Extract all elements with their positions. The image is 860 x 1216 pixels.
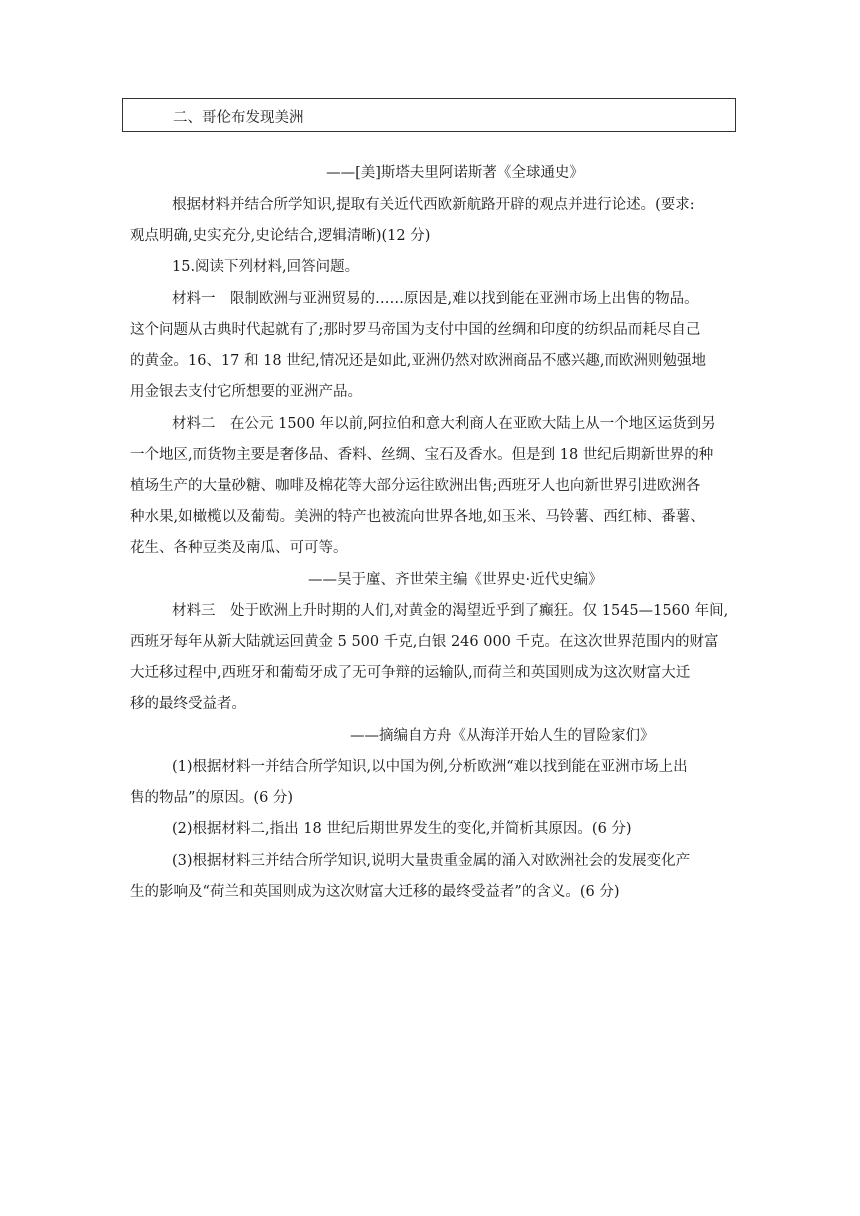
material1-line-3: 的黄金。16、17 和 18 世纪,情况还是如此,亚洲仍然对欧洲商品不感兴趣,而欧洲则勉强地 [130, 353, 707, 369]
material1-line-1: 材料一 限制欧洲与亚洲贸易的……原因是,难以找到能在亚洲市场上出售的物品。 [172, 291, 699, 307]
material3-line-4: 移的最终受益者。 [130, 696, 246, 712]
material1-line-4: 用金银去支付它所想要的亚洲产品。 [130, 384, 362, 400]
question-3-line-2: 生的影响及“荷兰和英国则成为这次财富大迁移的最终受益者”的含义。(6 分) [130, 884, 620, 900]
material3-line-3: 大迁移过程中,西班牙和葡萄牙成了无可争辩的运输队,而荷兰和英国则成为这次财富大迁 [130, 665, 691, 681]
material2-line-3: 植场生产的大量砂糖、咖啡及棉花等大部分运往欧洲出售;西班牙人也向新世界引进欧洲各 [130, 478, 701, 494]
material3-line-1: 材料三 处于欧洲上升时期的人们,对黄金的渴望近乎到了癫狂。仅 1545—1560 年间, [172, 603, 729, 619]
source-citation-3: ——摘编自方舟《从海洋开始人生的冒险家们》 [350, 728, 655, 744]
q14-prompt-line-2: 观点明确,史实充分,史论结合,逻辑清晰)(12 分) [130, 228, 431, 244]
source-citation-1: ——[美]斯塔夫里阿诺斯著《全球通史》 [326, 165, 584, 181]
q14-prompt-line-1: 根据材料并结合所学知识,提取有关近代西欧新航路开辟的观点并进行论述。(要求: [172, 197, 695, 213]
material1-line-2: 这个问题从古典时代起就有了;那时罗马帝国为支付中国的丝绸和印度的纺织品而耗尽自己 [130, 322, 701, 338]
question-3-line-1: (3)根据材料三并结合所学知识,说明大量贵重金属的涌入对欧洲社会的发展变化产 [172, 853, 691, 869]
material2-line-2: 一个地区,而货物主要是奢侈品、香料、丝绸、宝石及香水。但是到 18 世纪后期新世界的种 [130, 447, 714, 463]
question-2-line-1: (2)根据材料二,指出 18 世纪后期世界发生的变化,并简析其原因。(6 分) [172, 821, 632, 837]
material2-line-4: 种水果,如橄榄以及葡萄。美洲的特产也被流向世界各地,如玉米、马铃薯、西红柿、番薯、 [130, 509, 705, 525]
source-citation-2: ——吴于廑、齐世荣主编《世界史·近代史编》 [308, 572, 603, 588]
box-text: 二、哥伦布发现美洲 [173, 110, 304, 126]
material2-line-5: 花生、各种豆类及南瓜、可可等。 [130, 540, 348, 556]
question-1-line-1: (1)根据材料一并结合所学知识,以中国为例,分析欧洲“难以找到能在亚洲市场上出 [172, 759, 688, 775]
material2-line-1: 材料二 在公元 1500 年以前,阿拉伯和意大利商人在亚欧大陆上从一个地区运货到另 [172, 416, 716, 432]
material-box [122, 98, 736, 132]
material3-line-2: 西班牙每年从新大陆就运回黄金 5 500 千克,白银 246 000 千克。在这次世界范围内的财富 [130, 634, 719, 650]
q15-title: 15.阅读下列材料,回答问题。 [172, 259, 360, 275]
question-1-line-2: 售的物品”的原因。(6 分) [130, 790, 294, 806]
